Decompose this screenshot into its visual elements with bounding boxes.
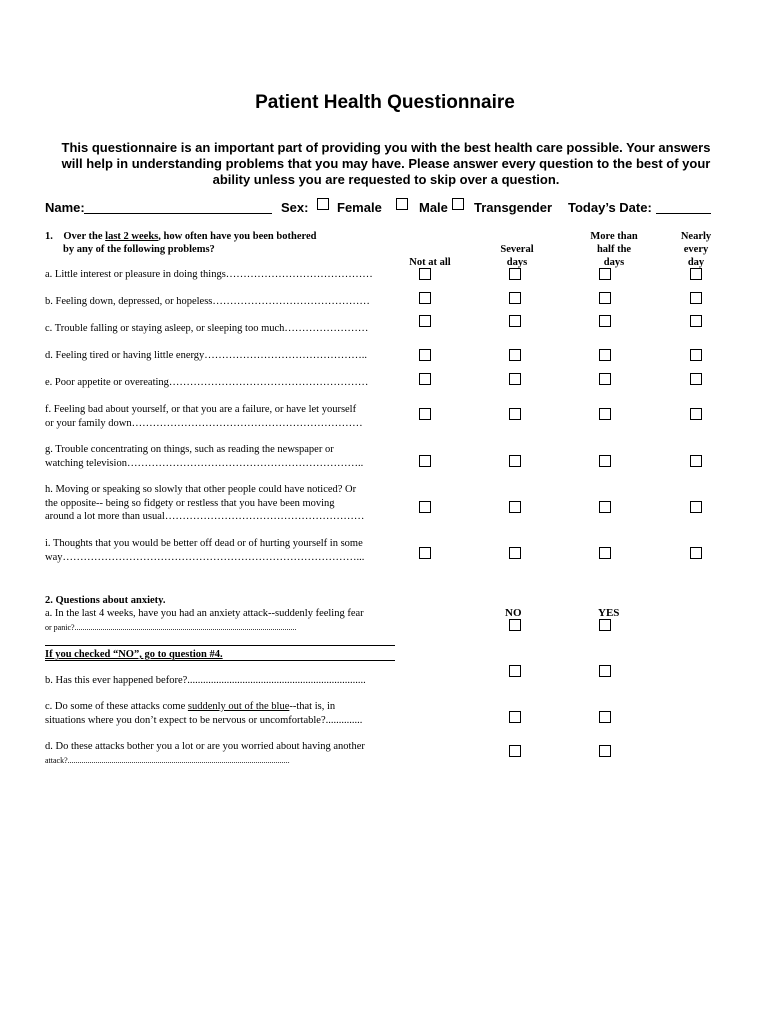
q1-g-several-days-checkbox[interactable]: [509, 455, 521, 467]
q2-item-d-line1: d. Do these attacks bother you a lot or are you worried about having another: [45, 741, 365, 752]
q1-i-more-than-half-checkbox[interactable]: [599, 547, 611, 559]
q1-a-several-days-checkbox[interactable]: [509, 268, 521, 280]
q1-item-e: e. Poor appetite or overeating…………………………………………………: [45, 377, 369, 388]
col-nearly-every-day: [666, 230, 726, 269]
q1-b-several-days-checkbox[interactable]: [509, 292, 521, 304]
date-field[interactable]: [656, 201, 711, 214]
date-label: Today’s Date:: [568, 200, 652, 215]
q1-item-g-line1: g. Trouble concentrating on things, such as reading the newspaper or: [45, 444, 334, 455]
q2-item-b-text: b. Has this ever happened before?....................................................................: [45, 675, 366, 686]
q1-item-i-line2: way…………………………………………………………………………...: [45, 551, 365, 563]
q1-d-nearly-every-day-checkbox[interactable]: [690, 349, 702, 361]
q1-f-several-days-checkbox[interactable]: [509, 408, 521, 420]
q1-e-several-days-checkbox[interactable]: [509, 373, 521, 385]
col-more-line2: half the: [596, 244, 632, 255]
q1-f-more-than-half-checkbox[interactable]: [599, 408, 611, 420]
male-checkbox[interactable]: [396, 198, 408, 210]
q2-a-yes-checkbox[interactable]: [599, 619, 611, 631]
q2-skip-note: If you checked “NO”, go to question #4.: [45, 649, 223, 660]
male-label: Male: [419, 200, 448, 215]
q1-f-not-at-all-checkbox[interactable]: [419, 408, 431, 420]
q1-item-h: [45, 483, 364, 524]
q2-c-prefix: c. Do some of these attacks come: [45, 701, 188, 712]
col-several-line2: days: [506, 257, 528, 268]
col-more-line3: days: [603, 257, 625, 268]
q1-item-i: [45, 537, 364, 564]
q1-c-several-days-checkbox[interactable]: [509, 315, 521, 327]
q1-d-more-than-half-checkbox[interactable]: [599, 349, 611, 361]
q1-i-not-at-all-checkbox[interactable]: [419, 547, 431, 559]
q1-h-not-at-all-checkbox[interactable]: [419, 501, 431, 513]
q1-d-not-at-all-checkbox[interactable]: [419, 349, 431, 361]
q1-item-h-line1: h. Moving or speaking so slowly that other people could have noticed? Or: [45, 484, 357, 495]
intro-text: This questionnaire is an important part of providing you with the best health care possible. Your answers will help in understanding problems that you may have. Please answer every question to the best of your ability unless you are requested to skip over a question.: [61, 140, 711, 187]
sex-label: Sex:: [281, 200, 309, 215]
col-more-than-half: [577, 230, 651, 269]
q1-item-a: a. Little interest or pleasure in doing things……………………………………: [45, 269, 373, 280]
q1-item-c: c. Trouble falling or staying asleep, or sleeping too much……………………: [45, 323, 369, 334]
q1-prefix: Over the: [63, 231, 106, 242]
q1-item-g-line2: watching television…………………………………………………………..: [45, 457, 364, 469]
q1-b-nearly-every-day-checkbox[interactable]: [690, 292, 702, 304]
q1-i-several-days-checkbox[interactable]: [509, 547, 521, 559]
q2-item-d: [45, 740, 365, 767]
q2-item-a: [45, 607, 364, 634]
q1-c-nearly-every-day-checkbox[interactable]: [690, 315, 702, 327]
q1-b-not-at-all-checkbox[interactable]: [419, 292, 431, 304]
q1-heading-line2: by any of the following problems?: [63, 244, 215, 255]
q1-h-nearly-every-day-checkbox[interactable]: [690, 501, 702, 513]
q1-e-not-at-all-checkbox[interactable]: [419, 373, 431, 385]
q1-g-more-than-half-checkbox[interactable]: [599, 455, 611, 467]
col-nearly-line1: Nearly: [680, 231, 712, 242]
q1-number: 1.: [45, 231, 53, 242]
q1-h-more-than-half-checkbox[interactable]: [599, 501, 611, 513]
q1-item-d: d. Feeling tired or having little energy………………………………………..: [45, 350, 368, 361]
q2-b-yes-checkbox[interactable]: [599, 665, 611, 677]
q1-item-i-line1: i. Thoughts that you would be better off dead or of hurting yourself in some: [45, 538, 363, 549]
name-field[interactable]: [84, 201, 272, 214]
q1-g-not-at-all-checkbox[interactable]: [419, 455, 431, 467]
q1-c-more-than-half-checkbox[interactable]: [599, 315, 611, 327]
q1-d-several-days-checkbox[interactable]: [509, 349, 521, 361]
q2-item-c-line1: [45, 700, 362, 714]
q1-a-more-than-half-checkbox[interactable]: [599, 268, 611, 280]
col-several-line1: Several: [500, 244, 534, 255]
q1-item-g: [45, 443, 363, 470]
q1-i-nearly-every-day-checkbox[interactable]: [690, 547, 702, 559]
q2-heading: 2. Questions about anxiety.: [45, 595, 166, 606]
col-several-days: [482, 243, 552, 269]
q2-b-no-checkbox[interactable]: [509, 665, 521, 677]
female-label: Female: [337, 200, 382, 215]
q2-item-b: [45, 674, 366, 688]
q2-d-yes-checkbox[interactable]: [599, 745, 611, 757]
q2-c-underlined: suddenly out of the blue: [187, 701, 290, 712]
q1-item-f-line2: or your family down…………………………………………………………: [45, 417, 363, 429]
q1-e-nearly-every-day-checkbox[interactable]: [690, 373, 702, 385]
q2-skip-underline: [45, 660, 395, 661]
q1-heading: [45, 230, 316, 244]
q2-divider: [45, 645, 395, 646]
q2-d-no-checkbox[interactable]: [509, 745, 521, 757]
q1-item-f-line1: f. Feeling bad about yourself, or that you are a failure, or have let yourself: [45, 404, 357, 415]
name-label: Name:: [45, 200, 85, 215]
q1-e-more-than-half-checkbox[interactable]: [599, 373, 611, 385]
transgender-label: Transgender: [474, 200, 553, 215]
q1-a-not-at-all-checkbox[interactable]: [419, 268, 431, 280]
q2-item-c: [45, 700, 362, 727]
q1-a-nearly-every-day-checkbox[interactable]: [690, 268, 702, 280]
col-more-line1: More than: [590, 231, 638, 242]
female-checkbox[interactable]: [317, 198, 329, 210]
q1-item-f: [45, 403, 363, 430]
col-nearly-line3: day: [687, 257, 705, 268]
q1-item-h-line3: around a lot more than usual…………………………………………………: [45, 511, 365, 522]
q1-h-several-days-checkbox[interactable]: [509, 501, 521, 513]
q1-suffix: , how often have you been bothered: [158, 231, 317, 242]
col-not-at-all: Not at all: [409, 257, 451, 268]
page-title: Patient Health Questionnaire: [255, 92, 515, 113]
q2-a-no-checkbox[interactable]: [509, 619, 521, 631]
q1-g-nearly-every-day-checkbox[interactable]: [690, 455, 702, 467]
q2-c-suffix: --that is, in: [289, 701, 336, 712]
q2-item-c-line2: situations where you don’t expect to be nervous or uncomfortable?..............: [45, 714, 363, 726]
q1-item-b: b. Feeling down, depressed, or hopeless………………………………………: [45, 296, 370, 307]
q2-item-d-line2: attack?...............................................................................................................: [45, 755, 290, 765]
q1-f-nearly-every-day-checkbox[interactable]: [690, 408, 702, 420]
q2-yes-label: YES: [598, 607, 620, 619]
q2-item-a-line1: a. In the last 4 weeks, have you had an anxiety attack--suddenly feeling fear: [45, 608, 364, 619]
q1-b-more-than-half-checkbox[interactable]: [599, 292, 611, 304]
q2-item-a-line2: or panic?...............................................................................................................: [45, 622, 297, 632]
q1-c-not-at-all-checkbox[interactable]: [419, 315, 431, 327]
col-nearly-line2: every: [683, 244, 709, 255]
q2-c-no-checkbox[interactable]: [509, 711, 521, 723]
q2-c-yes-checkbox[interactable]: [599, 711, 611, 723]
q1-item-h-line2: the opposite-- being so fidgety or restless that you have been moving: [45, 497, 335, 509]
transgender-checkbox[interactable]: [452, 198, 464, 210]
q1-underlined: last 2 weeks: [105, 231, 159, 242]
q2-no-label: NO: [505, 607, 522, 619]
